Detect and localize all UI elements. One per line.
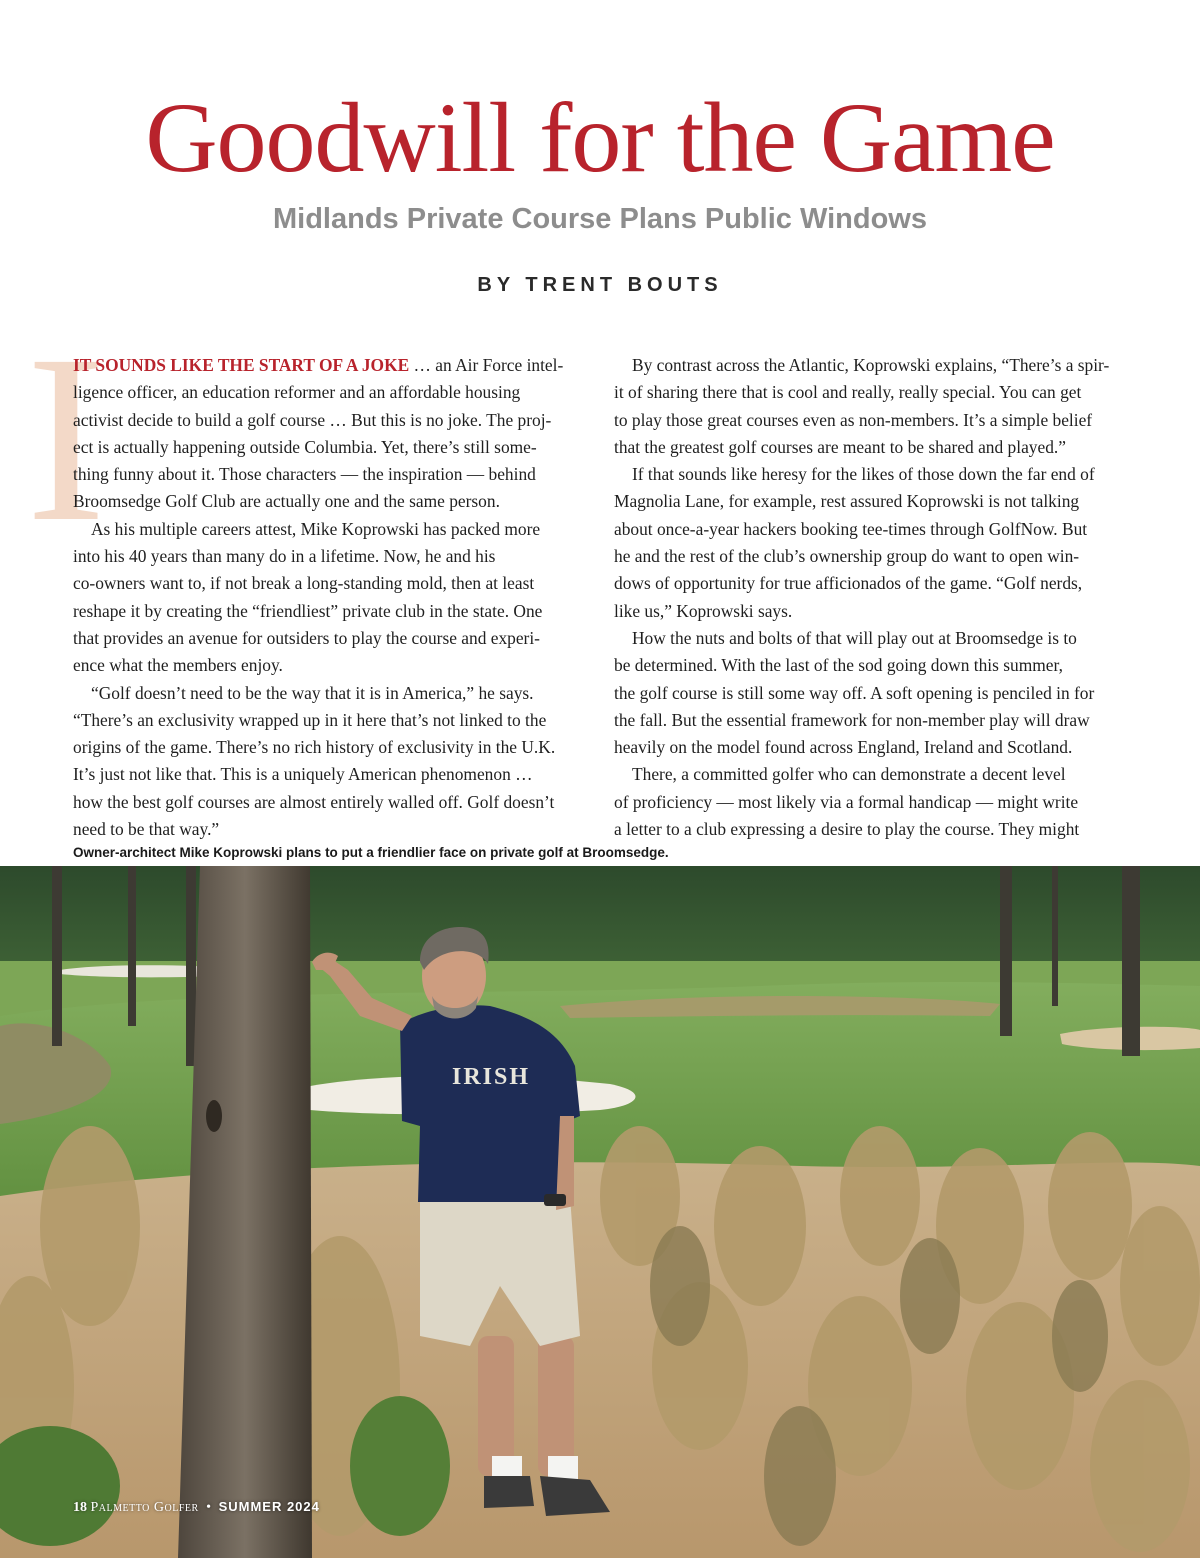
left-column-line: ligence officer, an education reformer and an affordable housing [73, 382, 521, 403]
drop-cap: I [26, 305, 106, 571]
left-column-line: origins of the game. There’s no rich history of exclusivity in the U.K. [73, 737, 556, 758]
left-column [73, 352, 593, 843]
left-column-line: As his multiple careers attest, Mike Koprowski has packed more [91, 518, 541, 539]
right-column-line: he and the rest of the club’s ownership group do want to open win- [614, 546, 1080, 567]
right-column-line: of proficiency — most likely via a formal handicap — might write [614, 791, 1079, 812]
left-column-line: thing funny about it. Those characters — the inspiration — behind [73, 464, 536, 485]
right-column-line: it of sharing there that is cool and really, really special. You can get [614, 382, 1082, 403]
shirt-text: IRISH [452, 1064, 531, 1090]
right-column [614, 352, 1134, 843]
folio-separator: • [206, 1500, 212, 1515]
right-column-line: to play those great courses even as non-members. It’s a simple belief [614, 409, 1093, 430]
right-column-line: If that sounds like heresy for the likes of those down the far end of [632, 464, 1095, 485]
right-column-line: like us,” Koprowski says. [614, 600, 793, 621]
article-title: Goodwill for the Game [145, 82, 1055, 193]
right-column-line: a letter to a club expressing a desire to play the course. They might [614, 819, 1080, 840]
right-column-line: be determined. With the last of the sod going down this summer, [614, 655, 1063, 676]
course-photo [0, 866, 1200, 1558]
left-column-line: Broomsedge Golf Club are actually one and the same person. [73, 491, 500, 512]
right-column-line: heavily on the model found across England, Ireland and Scotland. [614, 737, 1073, 758]
right-column-line: the golf course is still some way off. A soft opening is penciled in for [614, 682, 1095, 703]
right-column-line: There, a committed golfer who can demonstrate a decent level [632, 764, 1066, 785]
left-column-line: how the best golf courses are almost entirely walled off. Golf doesn’t [73, 791, 555, 812]
left-column-line: reshape it by creating the “friendliest” private club in the state. One [73, 600, 543, 621]
article-byline: BY TRENT BOUTS [477, 274, 723, 296]
page-folio [73, 1499, 320, 1516]
publication-name: Palmetto Golfer [90, 1500, 199, 1515]
left-column-line: IT SOUNDS LIKE THE START OF A JOKE … an Air Force intel- [73, 355, 564, 375]
left-column-line: “There’s an exclusivity wrapped up in it here that’s not linked to the [73, 709, 547, 730]
issue-label: SUMMER 2024 [218, 1499, 320, 1514]
photo-caption: Owner-architect Mike Koprowski plans to put a friendlier face on private golf at Broomsedge. [73, 845, 669, 860]
page-number: 18 [73, 1500, 87, 1515]
right-column-line: dows of opportunity for true afficionados of the game. “Golf nerds, [614, 573, 1083, 594]
left-column-line: ence what the members enjoy. [73, 655, 283, 676]
left-column-line: “Golf doesn’t need to be the way that it is in America,” he says. [91, 682, 534, 703]
right-column-line: about once-a-year hackers booking tee-times through GolfNow. But [614, 518, 1088, 539]
left-column-line: that provides an avenue for outsiders to play the course and experi- [73, 627, 540, 648]
left-column-line: activist decide to build a golf course … But this is no joke. The proj- [73, 409, 552, 430]
left-column-line: co-owners want to, if not break a long-standing mold, then at least [73, 573, 535, 594]
right-column-line: How the nuts and bolts of that will play out at Broomsedge is to [632, 627, 1077, 648]
right-column-line: Magnolia Lane, for example, rest assured Koprowski is not talking [614, 491, 1080, 512]
left-column-line: into his 40 years than many do in a lifetime. Now, he and his [73, 546, 496, 567]
article-subtitle: Midlands Private Course Plans Public Windows [273, 203, 927, 235]
right-column-line: By contrast across the Atlantic, Koprowski explains, “There’s a spir- [632, 355, 1110, 375]
lead-in: IT SOUNDS LIKE THE START OF A JOKE [73, 355, 410, 375]
left-column-line: need to be that way.” [73, 819, 220, 840]
left-column-line: It’s just not like that. This is a uniquely American phenomenon … [73, 764, 533, 785]
right-column-line: the fall. But the essential framework for non-member play will draw [614, 709, 1090, 730]
right-column-line: that the greatest golf courses are meant to be shared and played.” [614, 436, 1066, 457]
left-column-line: ect is actually happening outside Columbia. Yet, there’s still some- [73, 436, 537, 457]
